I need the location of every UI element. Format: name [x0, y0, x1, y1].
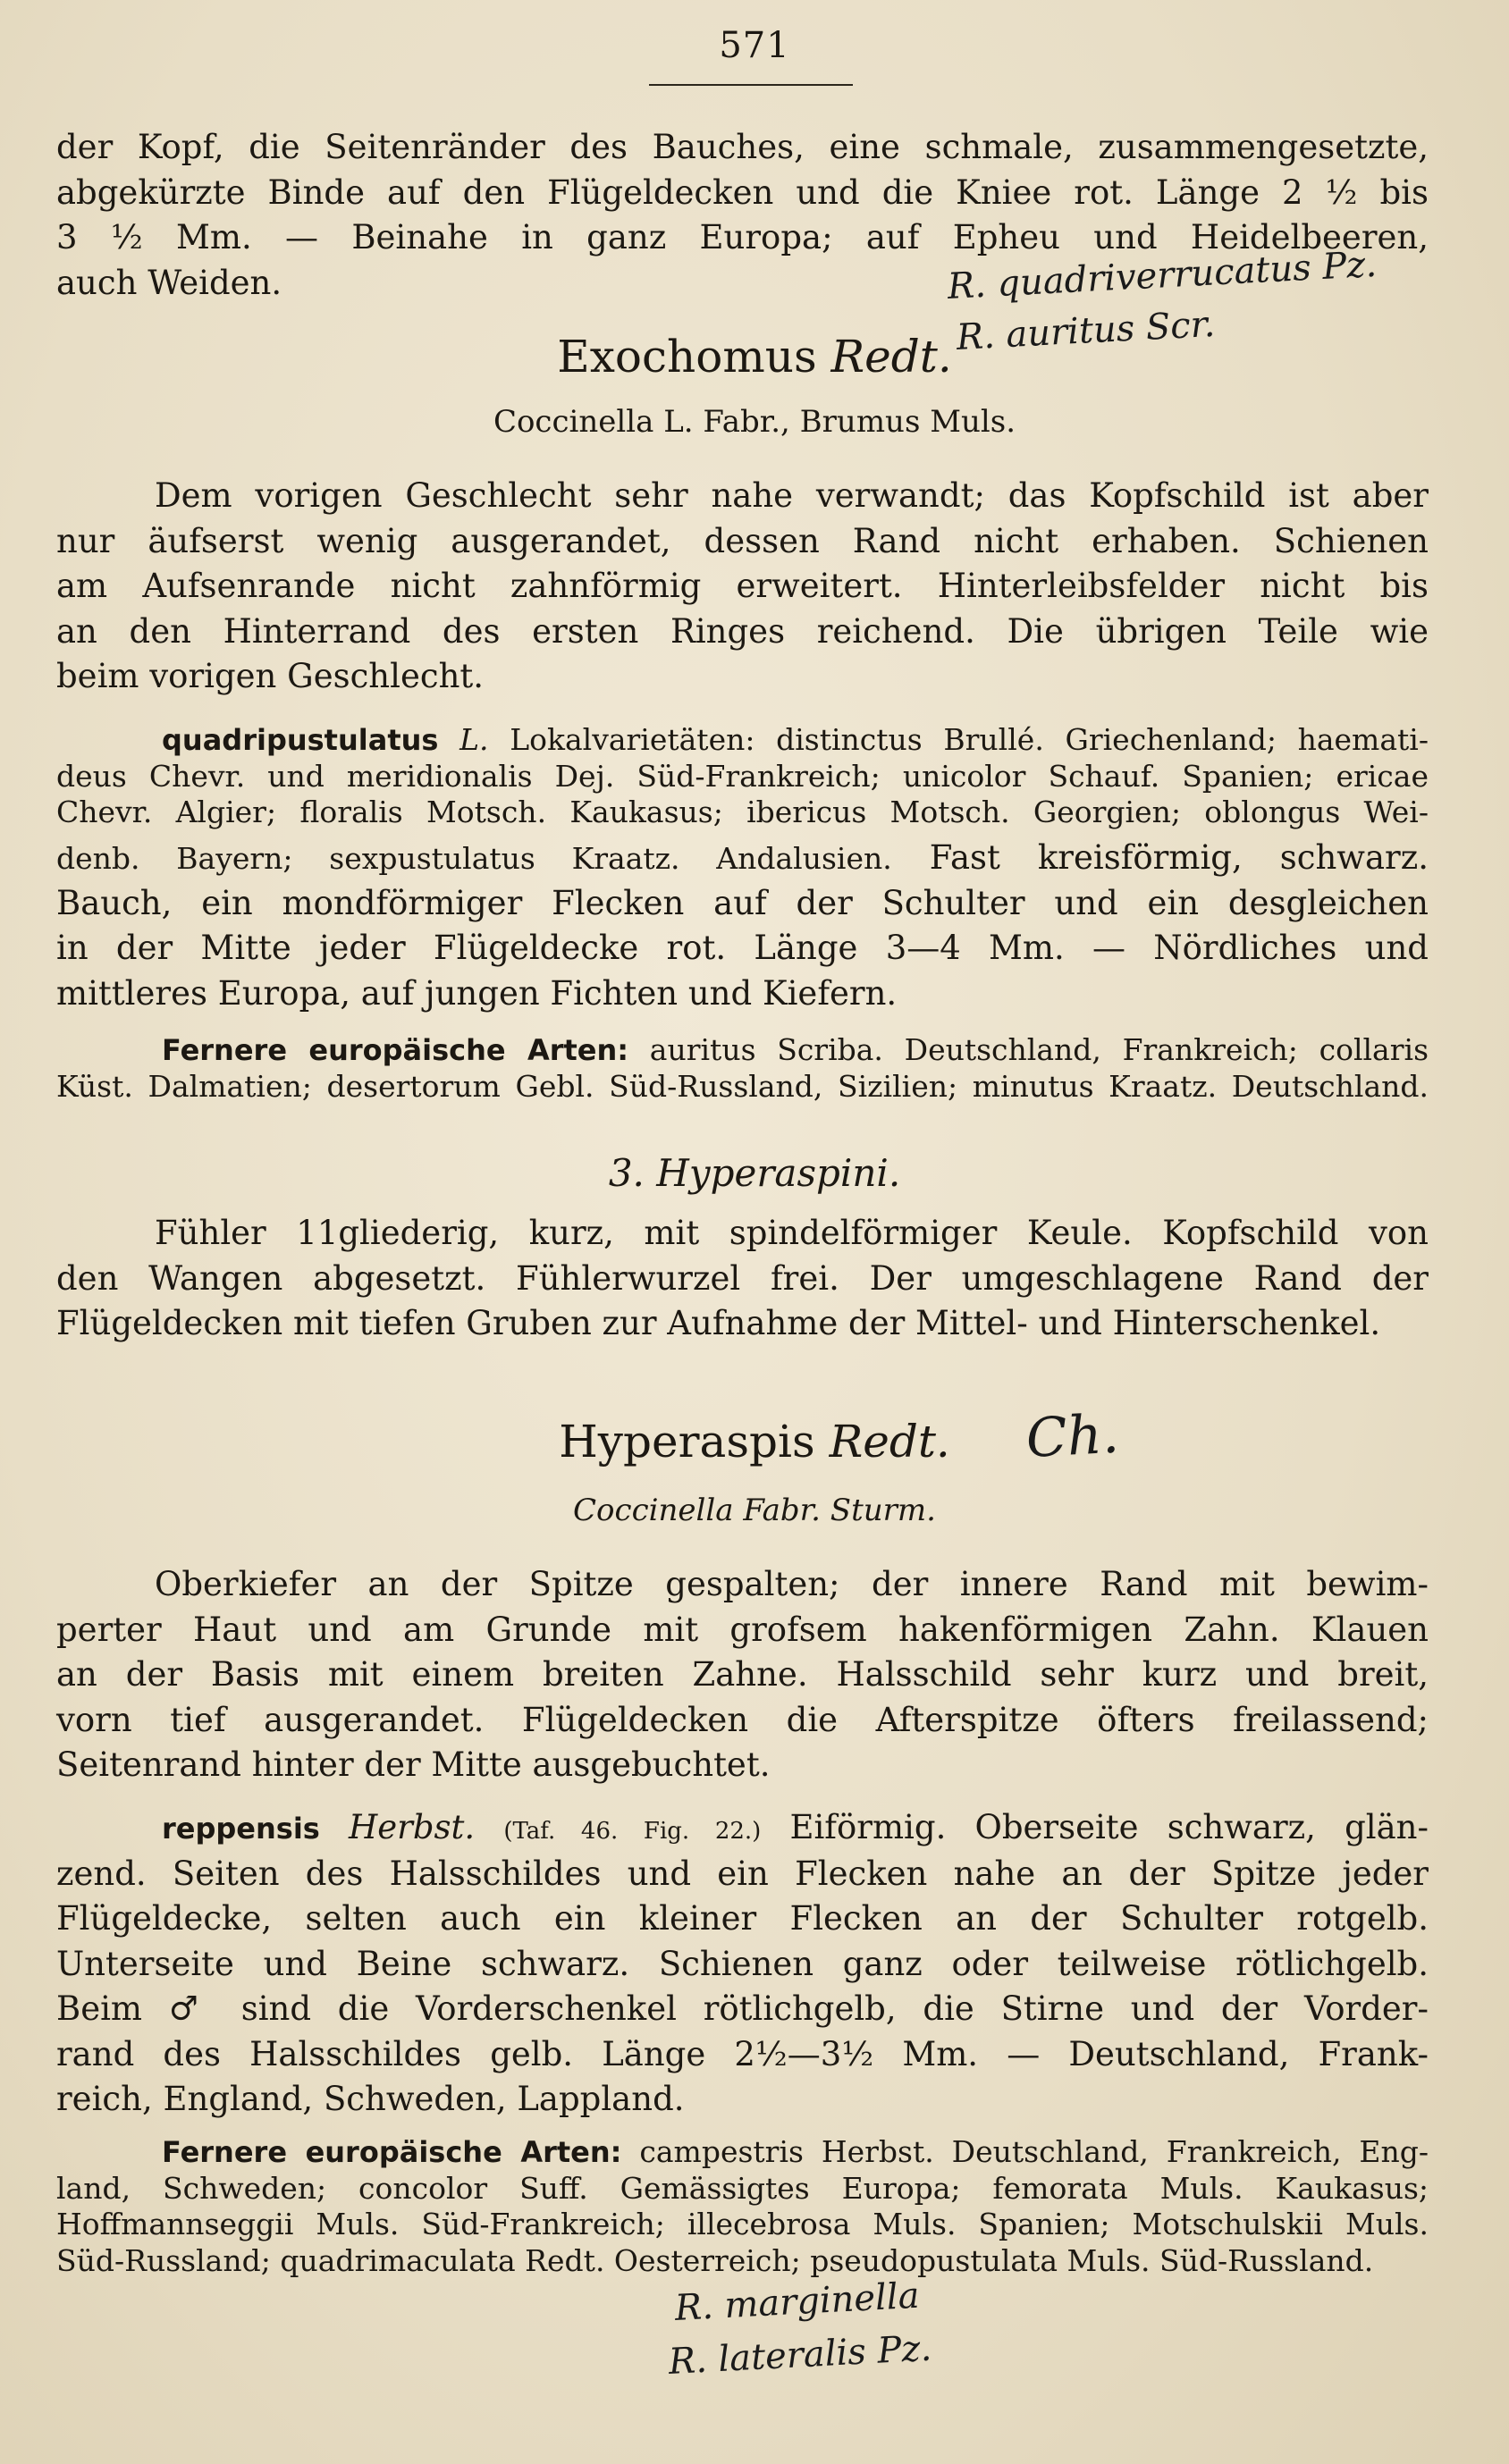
species-desc-line: reich, England, Schweden, Lappland. [56, 2080, 685, 2118]
genus-heading-hyperaspis [0, 1416, 1509, 1467]
handwritten-note: R. lateralis Pz. [667, 2327, 933, 2383]
species-desc-line: in der Mitte jeder Flügeldecke rot. Länge 3—4 Mm. — Nördliches und [56, 929, 1429, 967]
description-line: vorn tief ausgerandet. Flügeldecken die Afterspitze öfters freilassend; [56, 1700, 1429, 1739]
species-desc-line: mittleres Europa, auf jungen Fichten und Kiefern. [56, 973, 898, 1013]
description-line: nur äufserst wenig ausgerandet, dessen Rand nicht erhaben. Schienen [56, 521, 1429, 560]
species-desc-text: Fast kreisförmig, schwarz. [929, 838, 1429, 877]
species-desc-line: Flügeldecke, selten auch ein kleiner Flecken an der Schulter rotgelb. [56, 1899, 1429, 1938]
species-reppensis [56, 1805, 1429, 2123]
other-species-label: Fernere europäische Arten: [162, 1033, 629, 1067]
genus-name: Hyperaspis [559, 1416, 815, 1467]
description-line: an der Basis mit einem breiten Zahne. Halsschild sehr kurz und breit, [56, 1655, 1429, 1694]
species-author: Herbst. [349, 1808, 476, 1846]
species-desc-line: Beim ♂ sind die Vorderschenkel rötlichgelb, die Stirne und der Vorder- [56, 1989, 1429, 2028]
other-species-hyperaspis [56, 2134, 1429, 2279]
genus-name: Exochomus [557, 331, 817, 383]
intro-line: auch Weiden. [56, 263, 282, 302]
hyperaspis-description [56, 1562, 1429, 1788]
section-line: Fühler 11gliederig, kurz, mit spindelförmiger Keule. Kopfschild von [155, 1214, 1429, 1252]
page-number: 571 [719, 25, 790, 66]
exochomus-description [56, 474, 1429, 700]
species-author: L. [459, 722, 489, 757]
description-line: Oberkiefer an der Spitze gespalten; der innere Rand mit bewim- [155, 1565, 1429, 1603]
other-species-text: campestris Herbst. Deutschland, Frankreich, Eng- [639, 2134, 1429, 2169]
species-name: quadripustulatus [162, 723, 439, 757]
handwritten-note: R. quadriverrucatus Pz. [946, 243, 1378, 307]
description-line: am Aufsenrande nicht zahnförmig erweitert. Hinterleibsfelder nicht bis [56, 567, 1429, 605]
description-line: an den Hinterrand des ersten Ringes reichend. Die übrigen Teile wie [56, 611, 1429, 651]
species-desc-line [56, 836, 1429, 881]
species-line [56, 1805, 1429, 1852]
other-species-line [56, 2134, 1429, 2171]
intro-line: der Kopf, die Seitenränder des Bauches, eine schmale, zusammengesetzte, [56, 128, 1429, 166]
species-description [56, 836, 1429, 1016]
description-line: beim vorigen Geschlecht. [56, 657, 485, 695]
other-species-line: land, Schweden; concolor Suff. Gemässigtes Europa; femorata Muls. Kaukasus; [56, 2170, 1429, 2206]
handwritten-note: R. marginella [673, 2275, 921, 2329]
genus-synonyms [0, 1493, 1509, 1528]
species-desc-line: zend. Seiten des Halsschildes und ein Flecken nahe an der Spitze jeder [56, 1854, 1429, 1893]
species-desc-line: Unterseite und Beine schwarz. Schienen ganz oder teilweise rötlichgelb. [56, 1944, 1429, 1983]
species-text: Eiförmig. Oberseite schwarz, glän- [789, 1808, 1429, 1846]
variants-line: deus Chevr. und meridionalis Dej. Süd-Frankreich; unicolor Schauf. Spanien; ericae [56, 758, 1429, 794]
description-line: perter Haut und am Grunde mit grofsem hakenförmigen Zahn. Klauen [56, 1610, 1429, 1649]
section-description [56, 1211, 1429, 1347]
other-species-line: Süd-Russland; quadrimaculata Redt. Oesterreich; pseudopustulata Muls. Süd-Russland. [56, 2242, 1374, 2278]
species-quadripustulatus [56, 722, 1429, 831]
genus-author: Redt. [829, 1416, 950, 1467]
other-species-line [56, 1032, 1429, 1069]
other-species-line: Hoffmannseggii Muls. Süd-Frankreich; illecebrosa Muls. Spanien; Motschulskii Muls. [56, 2207, 1429, 2241]
description-line: Dem vorigen Geschlecht sehr nahe verwandt; das Kopfschild ist aber [155, 476, 1429, 515]
section-line: den Wangen abgesetzt. Fühlerwurzel frei. Der umgeschlagene Rand der [56, 1258, 1429, 1298]
plate-reference: (Taf. 46. Fig. 22.) [503, 1818, 762, 1845]
other-species-text: auritus Scriba. Deutschland, Frankreich; collaris [649, 1032, 1429, 1067]
genus-synonyms: Coccinella L. Fabr., Brumus Muls. [493, 404, 1016, 440]
species-desc-line: Bauch, ein mondförmiger Flecken auf der Schulter und ein desgleichen [56, 883, 1429, 922]
other-species-line: Küst. Dalmatien; desertorum Gebl. Süd-Russland, Sizilien; minutus Kraatz. Deutschland. [56, 1068, 1429, 1104]
section-title: 3. Hyperaspini. [608, 1151, 901, 1195]
variants-text: Lokalvarietäten: distinctus Brullé. Griechenland; haemati- [510, 722, 1429, 757]
species-name: reppensis [162, 1812, 320, 1846]
species-desc-line: rand des Halsschildes gelb. Länge 2½—3½ Mm. — Deutschland, Frank- [56, 2034, 1429, 2073]
genus-author: Redt. [830, 331, 952, 383]
variants-line: denb. Bayern; sexpustulatus Kraatz. Andalusien. [56, 841, 892, 876]
description-line: Seitenrand hinter der Mitte ausgebuchtet. [56, 1745, 771, 1784]
synonyms-text: Coccinella Fabr. Sturm. [573, 1493, 936, 1528]
other-species-label: Fernere europäische Arten: [162, 2135, 622, 2169]
other-species-exochomus [56, 1032, 1429, 1105]
variants-line: Chevr. Algier; floralis Motsch. Kaukasus; ibericus Motsch. Georgien; oblongus Wei- [56, 795, 1429, 829]
species-line [56, 722, 1429, 759]
header-rule [649, 84, 853, 86]
intro-line: 3 ½ Mm. — Beinahe in ganz Europa; auf Epheu und Heidelbeeren, [56, 218, 1429, 256]
handwritten-note: R. auritus Scr. [955, 303, 1217, 358]
section-line: Flügeldecken mit tiefen Gruben zur Aufnahme der Mittel- und Hinterschenkel. [56, 1304, 1381, 1342]
genus-heading-exochomus [0, 331, 1509, 383]
intro-line: abgekürzte Binde auf den Flügeldecken und die Kniee rot. Länge 2 ½ bis [56, 172, 1429, 212]
handwritten-note: Ch. [1024, 1402, 1121, 1470]
